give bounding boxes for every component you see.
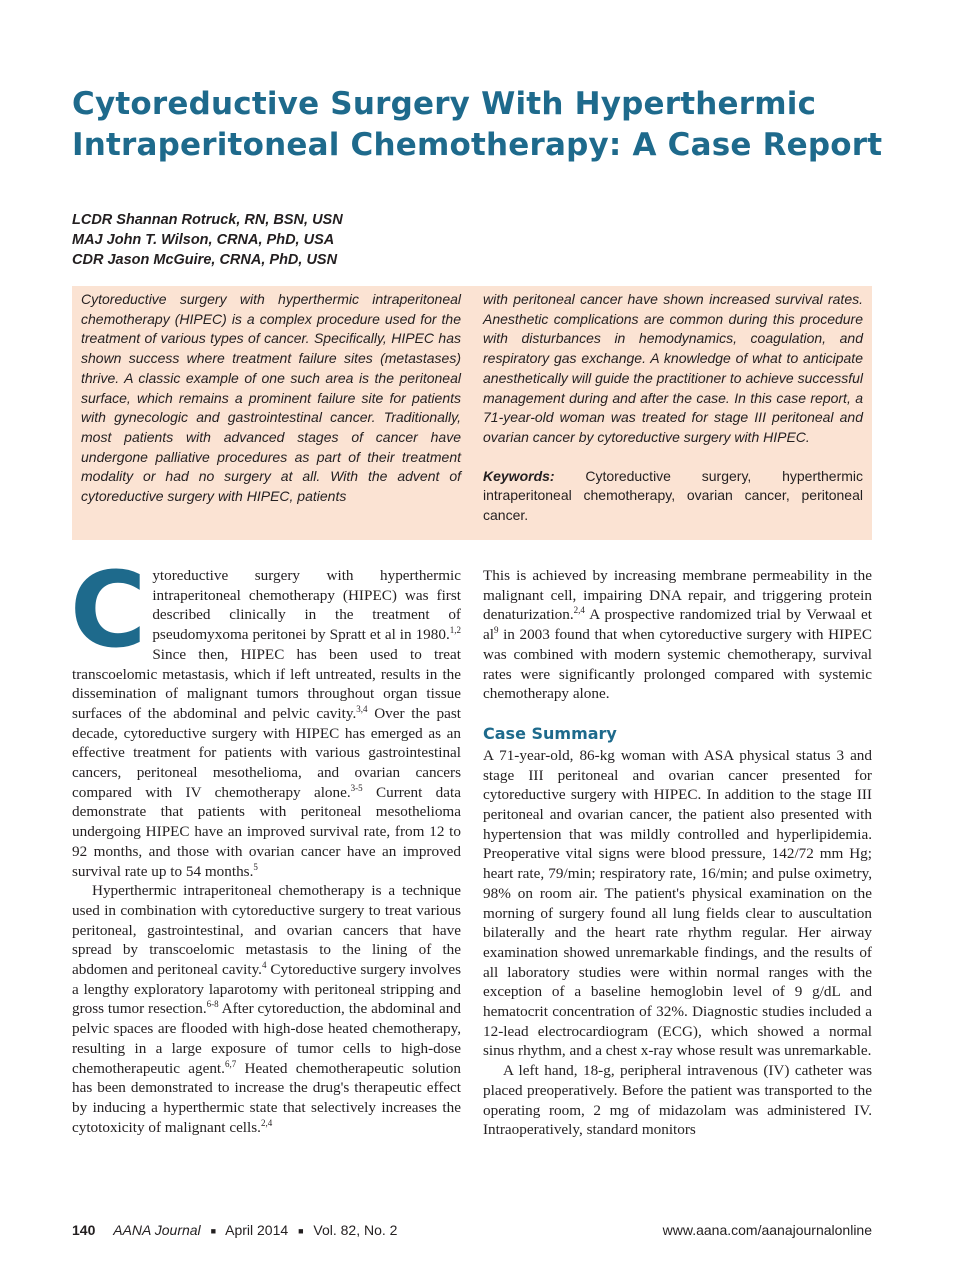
text-run: Since then, HIPEC has been used to treat transcoelomic metastasis, which if left untreated, results in the dissemination of malignant tumors throughout organ tissue surfaces of the abdominal and pelvic cavity. <box>72 645 461 722</box>
title-line-2: Intraperitoneal Chemotherapy: A Case Report <box>72 127 883 163</box>
abstract-column-left <box>81 290 461 507</box>
title-line-1: Cytoreductive Surgery With Hyperthermic <box>72 86 817 122</box>
author-3: CDR Jason McGuire, CRNA, PhD, USN <box>72 252 338 268</box>
body-paragraph-3 <box>483 566 872 704</box>
page-number: 140 <box>72 1222 96 1238</box>
citation-superscript: 6-8 <box>206 999 219 1010</box>
author-1: LCDR Shannan Rotruck, RN, BSN, USN <box>72 212 343 228</box>
keywords <box>483 467 863 526</box>
keywords-text: Cytoreductive surgery, hyperthermic intraperitoneal chemotherapy, ovarian cancer, peritoneal cancer. <box>483 467 863 524</box>
text-run: Cytoreductive surgery involves a lengthy exploratory laparotomy with peritoneal stripping and gross tumor resection. <box>72 961 461 1018</box>
body-paragraph-4 <box>483 746 872 1061</box>
body-column-left <box>70 549 461 1137</box>
text-run: Over the past decade, cytoreductive surgery with HIPEC has emerged as an effective treatment for patients with various gastrointestinal cancers, peritoneal mesothelioma, and ovarian cancers compared with IV chemotherapy alone. <box>72 704 461 801</box>
citation-superscript: 2,4 <box>573 605 585 616</box>
page-footer <box>72 1222 872 1242</box>
article-title <box>72 84 892 166</box>
abstract-column-right <box>483 290 863 526</box>
citation-superscript: 9 <box>493 625 499 636</box>
text-run: in 2003 found that when cytoreductive surgery with HIPEC was combined with modern systemic chemotherapy, survival rates were significantly prolonged compared with systemic chemotherapy alone. <box>483 626 872 703</box>
citation-superscript: 5 <box>253 861 258 872</box>
author-list <box>72 210 343 270</box>
text-run: Heated chemotherapeutic solution has been demonstrated to increase the drug's therapeutic effect by inducing a hyperthermic state that selectively increases the cytotoxicity of malignant cells. <box>72 1059 461 1136</box>
text-run: A prospective randomized trial by Verwaal et al <box>483 606 872 644</box>
abstract-box <box>72 286 872 540</box>
citation-superscript: 3,4 <box>356 703 368 714</box>
drop-cap: C <box>70 549 147 671</box>
text-run: A 71-year-old, 86-kg woman with ASA physical status 3 and stage III peritoneal and ovarian cancer presented for cytoreductive surgery with HIPEC. In addition to the stage III peritoneal and ovarian cancer, the patient also presented with hypertension that was mildly controlled and hyperlipidemia. Preoperative vital signs were blood pressure, 142/72 mm Hg; heart rate, 79/min; respiratory rate, 16/min; and pulse oximetry, 98% on room air. The patient's physical examination on the morning of surgery found all lung fields clear to auscultation bilaterally and the heart rate rhythm regular. Her airway examination showed unremarkable findings, and the results of all laboratory studies were within normal ranges with the exception of a baseline hemoglobin level of 9 g/dL and hematocrit concentration of 32%. Diagnostic studies included a 12-lead electrocardiogram (ECG), which showed a normal sinus rhythm, and a chest x-ray whose result was unremarkable. <box>483 746 872 1060</box>
keywords-label: Keywords: <box>483 467 555 484</box>
citation-superscript: 1,2 <box>449 625 461 636</box>
text-run: After cytoreduction, the abdominal and pelvic spaces are flooded with high-dose heated chemotherapy, resulting in a large exposure of tumor cells to high-dose chemotherapeutic agent. <box>72 1000 461 1077</box>
text-run: A left hand, 18-g, peripheral intravenous (IV) catheter was placed preoperatively. Before the patient was transported to the operating room, 2 mg of midazolam was administered IV. Intraoperatively, standard monitors <box>483 1062 872 1139</box>
section-heading-case-summary: Case Summary <box>483 723 617 743</box>
footer-separator-2: ■ <box>298 1226 304 1237</box>
citation-superscript: 6,7 <box>224 1058 237 1069</box>
citation-superscript: 3-5 <box>350 782 363 793</box>
body-paragraph-2 <box>72 881 461 1137</box>
body-paragraph-1 <box>70 549 461 881</box>
text-run: This is achieved by increasing membrane permeability in the malignant cell, impairing DNA repair, and triggering protein denaturization. <box>483 567 872 624</box>
body-paragraph-5 <box>483 1061 872 1140</box>
text-run: Hyperthermic intraperitoneal chemotherapy is a technique used in combination with cytoreductive surgery to treat various peritoneal, gastrointestinal, and ovarian cancers that have spread by transcoelomic metastasis to the lining of the abdomen and peritoneal cavity. <box>72 882 461 979</box>
issue-date: April 2014 <box>225 1222 289 1238</box>
footer-separator-1: ■ <box>210 1226 216 1237</box>
citation-superscript: 4 <box>261 960 267 970</box>
text-run: ytoreductive surgery with hyperthermic intraperitoneal chemotherapy (HIPEC) was first described clinically in the treatment of pseudomyxoma peritonei by Spratt et al in 1980. <box>152 567 461 644</box>
abstract-text-left: Cytoreductive surgery with hyperthermic intraperitoneal chemotherapy (HIPEC) is a complex procedure used for the treatment of various types of cancer. Specifically, HIPEC has shown success where treatment failure sites (metastases) thrive. A classic example of one such area is the peritoneal surface, which remains a prominent failure site for patients with gynecologic and gastrointestinal cancer. Traditionally, most patients with advanced stages of cancer have undergone palliative procedures as part of their treatment modality or had no surgery at all. With the advent of cytoreductive surgery with HIPEC, patients <box>81 291 461 505</box>
volume-info: Vol. 82, No. 2 <box>313 1222 398 1238</box>
journal-name: AANA Journal <box>113 1222 201 1238</box>
text-run: Current data demonstrate that patients with peritoneal mesothelioma undergoing HIPEC have an improved survival rate, from 12 to 92 months, and those with ovarian cancer have an improved survival rate up to 54 months. <box>72 783 461 880</box>
citation-superscript: 2,4 <box>260 1117 273 1128</box>
abstract-text-right: with peritoneal cancer have shown increased survival rates. Anesthetic complications are common during this procedure with disturbances in hemodynamics, coagulation, and respiratory gas exchange. A knowledge of what to anticipate anesthetically will guide the practitioner to achieve successful management during and after the case. In this case report, a 71-year-old woman was treated for stage III peritoneal and ovarian cancer by cytoreductive surgery with HIPEC. <box>483 291 863 445</box>
author-2: MAJ John T. Wilson, CRNA, PhD, USA <box>72 232 335 248</box>
body-column-right <box>483 566 872 1140</box>
journal-url: www.aana.com/aanajournalonline <box>662 1222 872 1238</box>
